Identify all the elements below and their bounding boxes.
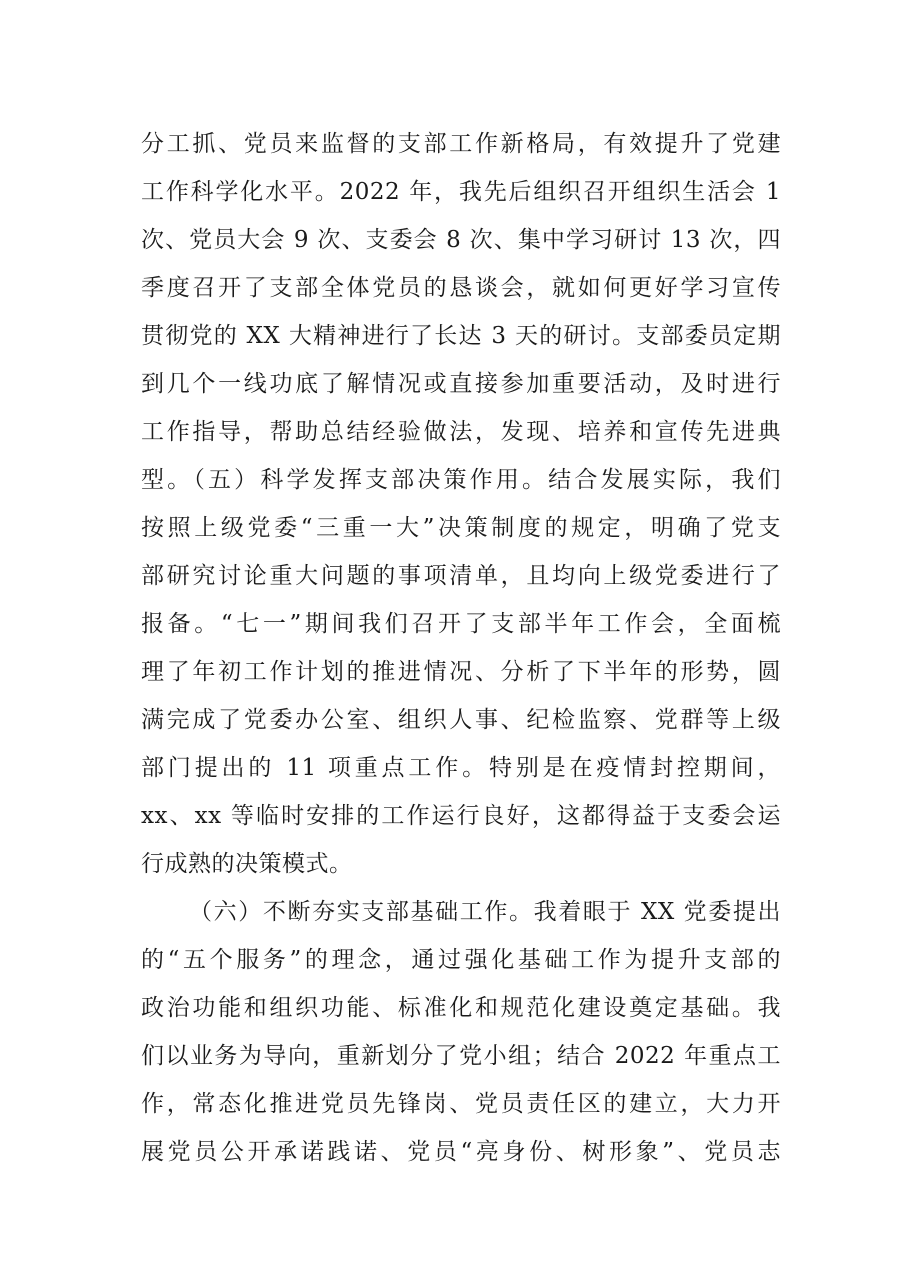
paragraph-line: （六）不断夯实支部基础工作。我着眼于 XX 党委提出 [189,899,781,925]
paragraph-line: 展党员公开承诺践诺、党员“亮身份、树形象”、党员志 [141,1139,781,1165]
paragraph-line: 工作科学化水平。2022 年，我先后组织召开组织生活会 1 [141,179,781,205]
paragraph-line: 季度召开了支部全体党员的恳谈会，就如何更好学习宣传 [141,275,781,301]
paragraph-line: 部研究讨论重大问题的事项清单，且均向上级党委进行了 [141,563,781,589]
paragraph-line: 到几个一线功底了解情况或直接参加重要活动，及时进行 [141,371,781,397]
paragraph-line: 型。（五）科学发挥支部决策作用。结合发展实际，我们 [141,467,781,493]
paragraph-line: 工作指导，帮助总结经验做法，发现、培养和宣传先进典 [141,419,781,445]
paragraph-line: 按照上级党委“三重一大”决策制度的规定，明确了党支 [141,515,781,541]
paragraph-line: 政治功能和组织功能、标准化和规范化建设奠定基础。我 [141,995,781,1021]
paragraph-line: 行成熟的决策模式。 [141,851,353,877]
paragraph-line: xx、xx 等临时安排的工作运行良好，这都得益于支委会运 [141,803,781,829]
paragraph-line: 次、党员大会 9 次、支委会 8 次、集中学习研讨 13 次，四 [141,227,781,253]
paragraph-line: 们以业务为导向，重新划分了党小组；结合 2022 年重点工 [141,1043,781,1069]
paragraph-line: 分工抓、党员来监督的支部工作新格局，有效提升了党建 [141,131,781,157]
paragraph-line: 部门提出的 11 项重点工作。特别是在疫情封控期间， [141,755,781,781]
paragraph-line: 贯彻党的 XX 大精神进行了长达 3 天的研讨。支部委员定期 [141,323,781,349]
paragraph-line: 理了年初工作计划的推进情况、分析了下半年的形势，圆 [141,659,781,685]
paragraph-line: 满完成了党委办公室、组织人事、纪检监察、党群等上级 [141,707,781,733]
paragraph-line: 的“五个服务”的理念，通过强化基础工作为提升支部的 [141,947,781,973]
paragraph-line: 报备。“七一”期间我们召开了支部半年工作会，全面梳 [141,611,781,637]
paragraph-line: 作，常态化推进党员先锋岗、党员责任区的建立，大力开 [141,1091,781,1117]
